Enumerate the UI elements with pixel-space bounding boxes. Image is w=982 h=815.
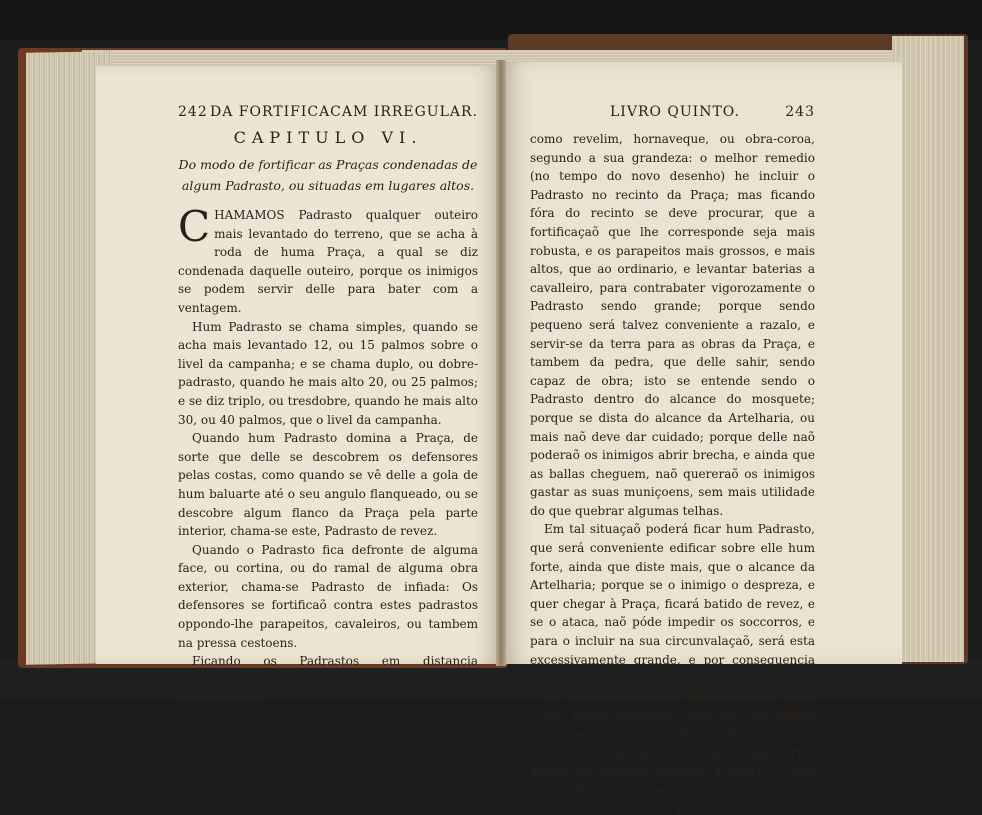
paragraph: Hum Padrasto se chama simples, quando se acha mais levantado 12, ou 15 palmos sobre o livel da campanha; e se chama duplo, ou dobre-padrasto, quando he mais alto 20, ou 25 palmos; e se diz triplo, ou tresdobre, quando he mais alto 30, ou 40 palmos, que o livel da campanha.: [178, 319, 478, 427]
paragraph: [178, 202, 478, 318]
page-stack-right: [892, 36, 964, 662]
book-gutter: [496, 60, 506, 666]
open-book: [12, 30, 974, 670]
left-page-number: 242: [178, 104, 208, 120]
left-running-head: [178, 104, 478, 124]
left-page-content: [178, 104, 478, 724]
paragraph: Quando hum Padrasto domina a Praça, de sorte que delle se descobrem os defensores pelas costas, como quando se vê delle a gola de hum baluarte até o seu angulo flanqueado, ou se descobre algum flanco da Praça pela parte interior, chama-se este, Padrasto de revez.: [178, 431, 478, 539]
chapter-title: CAPITULO VI.: [233, 128, 423, 147]
right-running-head: [530, 104, 815, 124]
paragraph: como revelim, hornaveque, ou obra-coroa, segundo a sua grandeza: o melhor remedio (no tempo do novo desenho) he incluir o Padrasto no recinto da Praça; mas ficando fóra do recinto se deve procurar, que a fortificaçaõ que lhe corresponde seja mais robusta, e os parapeitos mais grossos, e mais altos, que ao ordinario, e levantar baterias a cavalleiro, para contrabater vigorozamente o Padrasto sendo grande; porque sendo pequeno será talvez conveniente a razalo, e servir-se da terra para as obras da Praça, e tambem da pedra, que delle sahir, sendo capaz de obra; isto se entende sendo o Padrasto dentro do alcance do mosquete; porque se dista do alcance da Artelharia, ou mais naõ deve dar cuidado; porque delle naõ poderaõ os inimigos abrir brecha, e ainda que as ballas cheguem, naõ quereraõ os inimigos gastar as suas muniçoens, sem mais utilidade do que quebrar algumas telhas.: [530, 132, 815, 518]
paragraph: Ficando os Padrastos em distancia conveniente, se devem occupar com alguma obra exterior,: [178, 654, 478, 706]
paragraph-text: HAMAMOS Padrasto qualquer outeiro mais levantado do terreno, que se acha à roda de huma Praça, a qual se diz condenada daquelle outeiro, porque os inimigos se podem servir delle para bater com a ventagem.: [178, 208, 478, 315]
left-running-title: DA FORTIFICACAM IRREGULAR.: [209, 104, 478, 120]
drop-cap: C: [178, 202, 211, 251]
right-footer: [530, 801, 815, 815]
right-running-title: LIVRO QUINTO.: [610, 104, 740, 120]
left-catchword: como: [445, 710, 478, 725]
signature-mark: Q ij: [660, 801, 682, 815]
right-page-number: 243: [785, 104, 815, 120]
left-body-text: [178, 202, 478, 708]
right-page-content: [530, 104, 815, 815]
paragraph: As fortificaçoens em lugares altos, como sobre huma montanha, que naõ dá subida mais, que por huma, ou duas partes saõ faceis de fortificar; porque basta, que sejaõ fortes quanto for possivel naquellas avenidas, e para o mais do recinto, que: [530, 689, 815, 797]
paragraph: Em tal situaçaõ poderá ficar hum Padrasto, que será conveniente edificar sobre elle hum forte, ainda que diste mais, que o alcance da Artelharia; porque se o inimigo o despreza, e quer chegar à Praça, ficará batido de revez, e se o ataca, naõ póde impedir os soccorros, e para o incluir na sua circunvalaçaõ, será esta excessivamente grande, e por consequencia facil de romper.: [530, 522, 815, 686]
paragraph: Quando o Padrasto fica defronte de alguma face, ou cortina, ou do ramal de alguma obra exterior, chama-se Padrasto de infiada: Os defensores se fortificaõ contra estes padrastos oppondo-lhe parapeitos, cavaleiros, ou tambem na pressa cestoens.: [178, 542, 478, 650]
right-catchword: he: [800, 801, 815, 815]
chapter-subtitle: Do modo de fortificar as Praças condenadas de algum Padrasto, ou situadas em lugares altos.: [178, 157, 478, 193]
